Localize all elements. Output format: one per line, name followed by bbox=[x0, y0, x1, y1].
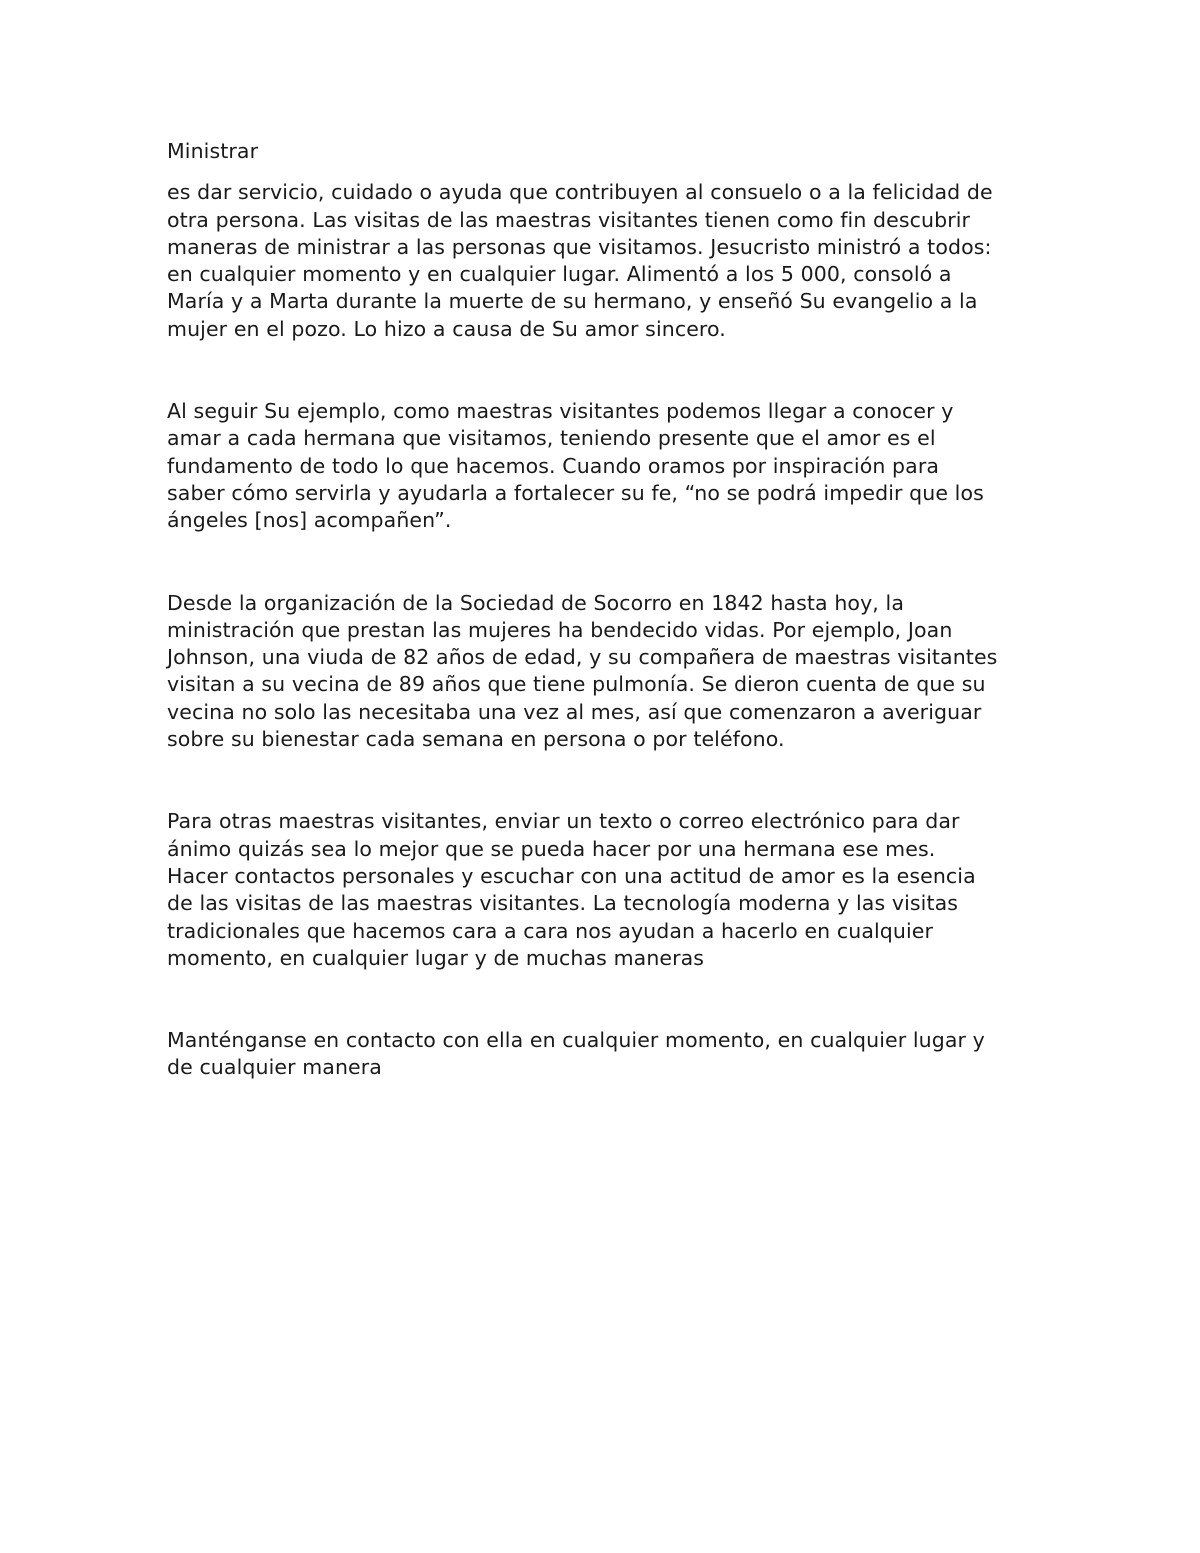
document-body bbox=[167, 138, 1047, 1082]
paragraph-seguir-ejemplo: Al seguir Su ejemplo, como maestras visitantes podemos llegar a conocer y amar a cada hermana que visitamos, teniendo presente que el amor es el fundamento de todo lo que hacemos. Cuando oramos por inspiración para saber cómo servirla y ayudarla a fortalecer su fe, “no se podrá impedir que los ángeles [nos] acompañen”. bbox=[167, 399, 984, 533]
paragraph-ministrar-definition: es dar servicio, cuidado o ayuda que contribuyen al consuelo o a la felicidad de otra persona. Las visitas de las maestras visitantes tienen como fin descubrir maneras de ministrar a las personas que visitamos. Jesucristo ministró a todos: en cualquier momento y en cualquier lugar. Alimentó a los 5 000, consoló a María y a Marta durante la muerte de su hermano, y enseñó Su evangelio a la mujer en el pozo. Lo hizo a causa de Su amor sincero. bbox=[167, 180, 993, 341]
paragraph-mantenganse-contacto: Manténganse en contacto con ella en cualquier momento, en cualquier lugar y de cualquier manera bbox=[167, 1028, 985, 1080]
paragraph-sociedad-socorro: Desde la organización de la Sociedad de Socorro en 1842 hasta hoy, la ministración que prestan las mujeres ha bendecido vidas. Por ejemplo, Joan Johnson, una viuda de 82 años de edad, y su compañera de maestras visitantes visitan a su vecina de 89 años que tiene pulmonía. Se dieron cuenta de que su vecina no solo las necesitaba una vez al mes, así que comenzaron a averiguar sobre su bienestar cada semana en persona o por teléfono. bbox=[167, 590, 998, 752]
paragraph-otras-maestras: Para otras maestras visitantes, enviar un texto o correo electrónico para dar ánimo quizás sea lo mejor que se pueda hacer por una hermana ese mes. Hacer contactos personales y escuchar con una actitud de amor es la esencia de las visitas de las maestras visitantes. La tecnología moderna y las visitas tradicionales que hacemos cara a cara nos ayudan a hacerlo en cualquier momento, en cualquier lugar y de muchas maneras bbox=[167, 809, 976, 970]
document-title: Ministrar bbox=[167, 139, 259, 163]
